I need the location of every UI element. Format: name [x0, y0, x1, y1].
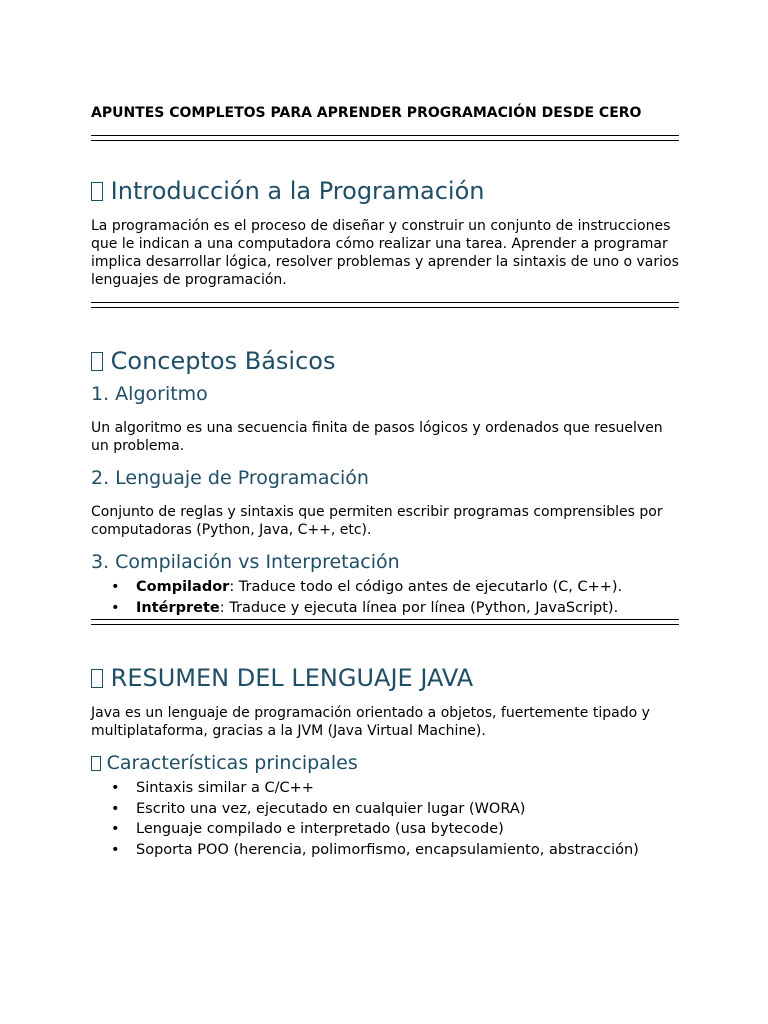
language-body: Conjunto de reglas y sintaxis que permiten escribir programas comprensibles por computadoras (Python, Java, C++, etc). — [91, 504, 663, 538]
list-item-term: Intérprete — [136, 599, 220, 616]
language-heading: 2. Lenguaje de Programación — [91, 467, 369, 489]
intro-divider — [91, 302, 679, 308]
missing-glyph-icon — [91, 669, 103, 688]
list-item-term: Compilador — [136, 579, 230, 595]
list-item-text: Lenguaje compilado e interpretado (usa bytecode) — [136, 821, 504, 837]
list-item — [91, 598, 679, 619]
bullet-icon: • — [111, 599, 120, 616]
intro-heading-text: Introducción a la Programación — [110, 177, 485, 205]
algorithm-body: Un algoritmo es una secuencia finita de pasos lógicos y ordenados que resuelven un problema. — [91, 420, 663, 454]
bullet-icon: • — [111, 821, 120, 837]
features-heading-text: Características principales — [106, 752, 358, 774]
features-list — [91, 778, 679, 860]
list-item — [91, 778, 679, 799]
list-item-text: Soporta POO (herencia, polimorfismo, encapsulamiento, abstracción) — [136, 841, 639, 858]
list-item-text: Escrito una vez, ejecutado en cualquier lugar (WORA) — [136, 800, 526, 817]
bullet-icon: • — [111, 780, 120, 796]
features-heading — [91, 751, 679, 775]
title-divider — [91, 135, 679, 141]
bullet-icon: • — [111, 800, 120, 817]
list-item — [91, 577, 679, 598]
list-item-text: Sintaxis similar a C/C++ — [136, 780, 314, 796]
bullet-icon: • — [111, 579, 120, 595]
missing-glyph-icon — [91, 352, 103, 371]
algorithm-heading: 1. Algoritmo — [91, 383, 208, 405]
missing-glyph-icon — [91, 182, 103, 201]
basics-heading — [91, 346, 679, 376]
list-item — [91, 819, 679, 840]
java-heading-text: RESUMEN DEL LENGUAJE JAVA — [110, 664, 474, 692]
compilation-heading: 3. Compilación vs Interpretación — [91, 551, 400, 573]
list-item — [91, 799, 679, 820]
list-item — [91, 840, 679, 861]
document-title: APUNTES COMPLETOS PARA APRENDER PROGRAMACIÓN DESDE CERO — [91, 105, 642, 121]
list-item-desc: : Traduce todo el código antes de ejecutarlo (C, C++). — [229, 579, 623, 595]
java-body: Java es un lenguaje de programación orientado a objetos, fuertemente tipado y multiplataforma, gracias a la JVM (Java Virtual Machine). — [91, 705, 650, 739]
basics-heading-text: Conceptos Básicos — [110, 347, 336, 375]
bullet-icon: • — [111, 841, 120, 858]
intro-heading — [91, 176, 679, 206]
missing-glyph-icon — [91, 756, 101, 771]
java-heading — [91, 663, 679, 693]
basics-divider — [91, 619, 679, 625]
intro-body: La programación es el proceso de diseñar y construir un conjunto de instrucciones que le indican a una computadora cómo realizar una tarea. Aprender a programar implica desarrollar lógica, resolver problemas y aprender la sintaxis de uno o varios lenguajes de programación. — [91, 218, 679, 288]
document-page — [91, 104, 679, 860]
compilation-list — [91, 577, 679, 618]
list-item-desc: : Traduce y ejecuta línea por línea (Python, JavaScript). — [219, 599, 619, 616]
